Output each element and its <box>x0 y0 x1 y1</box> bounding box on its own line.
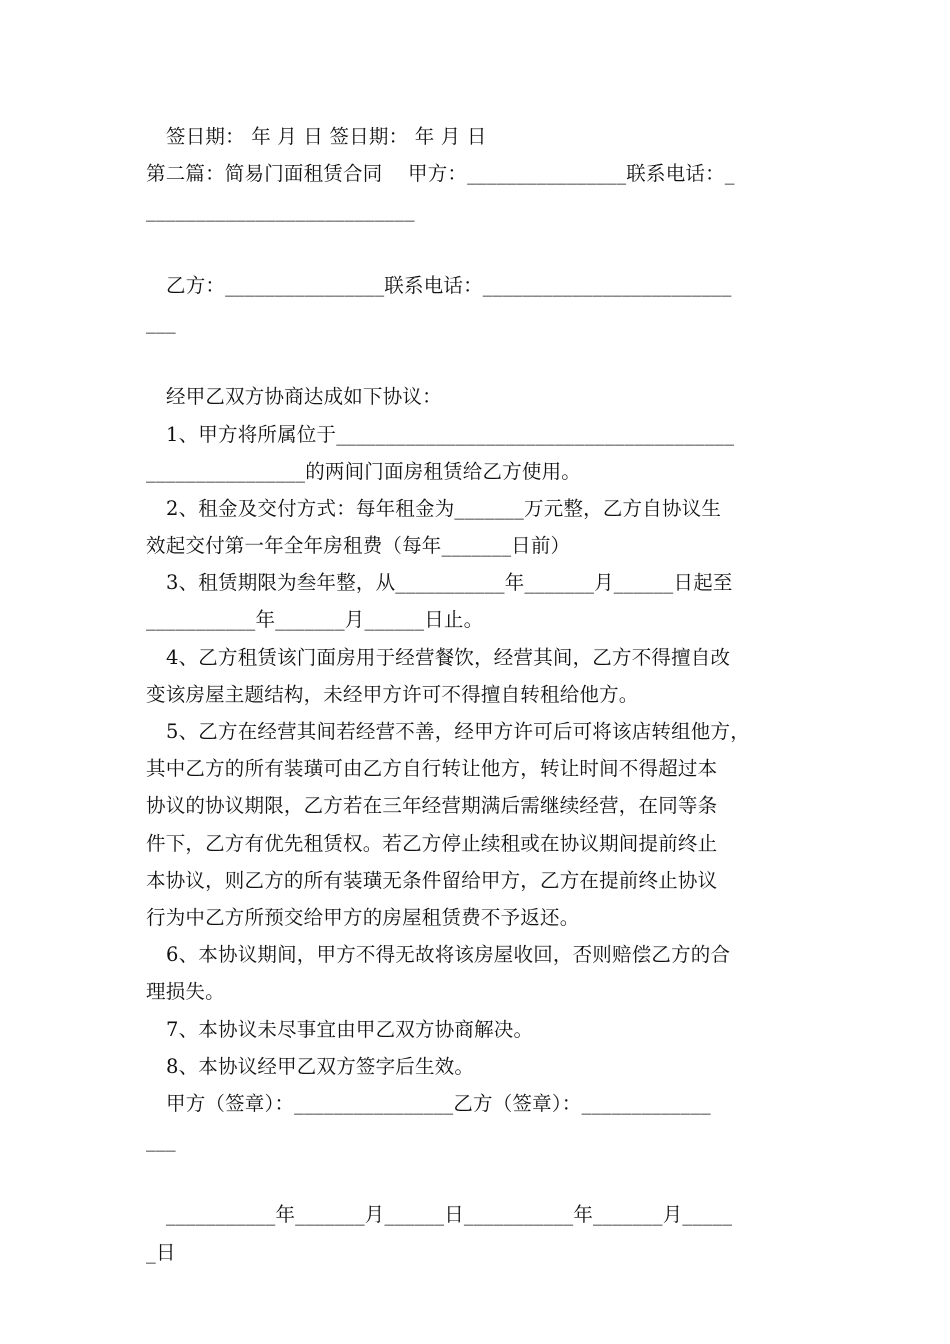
clause-2-cont: 效起交付第一年全年房租费（每年_______日前） <box>146 534 571 558</box>
clause-6: 6、本协议期间，甲方不得无故将该房屋收回，否则赔偿乙方的合 <box>166 943 731 967</box>
clause-8: 8、本协议经甲乙双方签字后生效。 <box>166 1054 475 1078</box>
clause-4-cont: 变该房屋主题结构，未经甲方许可不得擅自转租给他方。 <box>146 682 639 706</box>
clause-1: 1、甲方将所属位于________________________________________ <box>166 422 735 446</box>
signature-line: 甲方（签章）：________________乙方（签章）：_____________ <box>166 1091 711 1115</box>
clause-4: 4、乙方租赁该门面房用于经营餐饮，经营其间，乙方不得擅自改 <box>166 645 731 669</box>
party-b-line: 乙方：________________联系电话：_________________________ <box>166 273 732 297</box>
clause-5-cont: 行为中乙方所预交给甲方的房屋租赁费不予返还。 <box>146 905 580 929</box>
sign-date-line: 签日期： 年 月 日 签日期： 年 月 日 <box>166 125 487 148</box>
clause-5-cont: 件下，乙方有优先租赁权。若乙方停止续租或在协议期间提前终止 <box>146 831 718 855</box>
title-party-a-line: 第二篇：简易门面租赁合同 甲方：________________联系电话：_ <box>146 162 735 186</box>
blank-line <box>146 230 818 267</box>
clause-7: 7、本协议未尽事宜由甲乙双方协商解决。 <box>166 1017 534 1041</box>
agreement-intro: 经甲乙双方协商达成如下协议： <box>166 385 442 409</box>
clause-1-cont: ________________的两间门面房租赁给乙方使用。 <box>146 459 582 483</box>
clause-3: 3、租赁期限为叁年整，从___________年_______月______日起至 <box>166 571 733 595</box>
clause-5-cont: 协议的协议期限，乙方若在三年经营期满后需继续经营，在同等条 <box>146 794 718 818</box>
clause-2: 2、租金及交付方式：每年租金为_______万元整，乙方自协议生 <box>166 496 722 520</box>
clause-3-cont: ___________年_______月______日止。 <box>146 608 484 632</box>
signature-date-line: ___________年_______月______日___________年_______月_____ <box>166 1203 733 1227</box>
signature-blank-cont: ___ <box>146 1129 176 1153</box>
clause-5-cont: 其中乙方的所有装璜可由乙方自行转让他方，转让时间不得超过本 <box>146 757 718 781</box>
blank-line <box>146 1159 818 1196</box>
clause-5: 5、乙方在经营其间若经营不善，经甲方许可后可将该店转组他方， <box>166 720 750 743</box>
blank-line <box>146 341 818 378</box>
contract-text <box>146 118 818 1271</box>
clause-6-cont: 理损失。 <box>146 980 225 1004</box>
clause-5-cont: 本协议，则乙方的所有装璜无条件留给甲方，乙方在提前终止协议 <box>146 868 718 892</box>
signature-date-cont: _日 <box>146 1240 176 1264</box>
party-a-phone-blank: ___________________________ <box>146 199 415 223</box>
party-b-phone-blank: ___ <box>146 310 176 334</box>
